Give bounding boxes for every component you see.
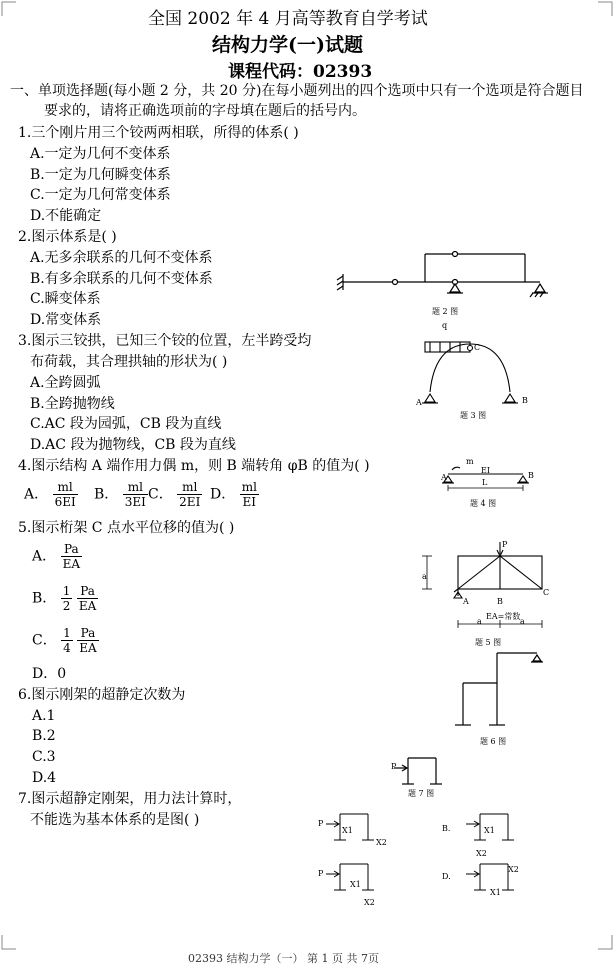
q7-option-d-diagram <box>458 858 533 906</box>
figure-7-diagram <box>388 752 448 788</box>
exam-title-line: 全国 2002 年 4 月高等教育自学考试 <box>148 9 428 29</box>
figure-4-length-label: L <box>482 478 488 487</box>
q5-option-d: D．0 <box>32 666 67 682</box>
q1-option-b: B.一定为几何瞬变体系 <box>30 167 171 183</box>
q5-option-c <box>32 626 99 655</box>
corner-mark-top-right <box>598 2 612 16</box>
q4-option-b <box>94 480 148 509</box>
numerator: 1 <box>63 626 71 640</box>
corner-mark-bottom-right <box>598 935 612 949</box>
q4-stem: 4.图示结构 A 端作用力偶 m，则 B 端转角 φB 的值为( ) <box>18 458 370 474</box>
q5-option-b-coefficient <box>61 584 73 613</box>
q7-option-c-load: P <box>318 869 324 878</box>
figure-5-caption: 题 5 图 <box>475 638 502 647</box>
figure-4-ei-label: EI <box>481 466 490 475</box>
paper-title: 结构力学(一)试题 <box>212 34 363 56</box>
q1-option-a: A.一定为几何不变体系 <box>30 146 171 162</box>
numerator: Pa <box>61 542 82 557</box>
q4-option-a-letter: A． <box>24 486 49 503</box>
figure-5-node-a-label: A <box>463 597 469 606</box>
figure-7-caption: 题 7 图 <box>408 789 435 798</box>
q7-option-b-x2: X2 <box>476 849 487 858</box>
figure-5-node-b-label: B <box>497 597 503 606</box>
figure-3-support-b-label: B <box>522 396 528 405</box>
denominator: EI <box>242 495 257 509</box>
numerator: ml <box>177 480 202 495</box>
q7-stem: 7.图示超静定刚架，用力法计算时， <box>18 791 242 807</box>
q2-option-a: A.无多余联系的几何不变体系 <box>30 250 213 266</box>
q3-option-d: D.AC 段为抛物线，CB 段为直线 <box>30 437 236 453</box>
q6-option-b: B.2 <box>32 728 56 744</box>
q5-option-a <box>32 542 82 571</box>
figure-4-moment-label: m <box>466 457 474 466</box>
figure-3-hinge-c-label: C <box>474 343 481 352</box>
q7-option-a-x1: X1 <box>342 826 353 835</box>
q7-option-c-x2: X2 <box>364 898 375 907</box>
figure-4-end-b-label: B <box>528 471 534 480</box>
q7-option-b-x1: X1 <box>484 826 495 835</box>
q6-option-a: A.1 <box>32 708 56 724</box>
q7-option-d-x2: X2 <box>508 865 519 874</box>
figure-5-stiffness-label: EA=常数 <box>486 612 521 621</box>
q6-stem: 6.图示刚架的超静定次数为 <box>18 687 186 703</box>
denominator: 2 <box>62 599 71 613</box>
q5-option-b <box>32 584 98 613</box>
numerator: ml <box>53 480 78 495</box>
figure-5-node-c-label: C <box>543 588 550 597</box>
q1-option-c: C.一定为几何常变体系 <box>30 187 171 203</box>
q4-option-b-letter: B． <box>94 486 119 503</box>
q2-option-b: B.有多余联系的几何不变体系 <box>30 271 213 287</box>
figure-5-span-left-label: a <box>477 617 482 626</box>
denominator: EA <box>78 599 97 613</box>
section-heading: 一、单项选择题(每小题 2 分，共 20 分)在每小题列出的四个选项中只有一个选项是符合题目 <box>10 83 584 99</box>
q7-option-a-load: P <box>318 819 324 828</box>
q5-option-c-letter: C． <box>32 632 57 649</box>
q3-option-c: C.AC 段为园弧，CB 段为直线 <box>30 416 222 432</box>
numerator: ml <box>123 480 148 495</box>
q7-option-b-letter: B. <box>442 824 451 833</box>
denominator: 2EI <box>179 495 201 509</box>
figure-5-load-label: P <box>502 540 508 549</box>
q6-option-d: D.4 <box>32 770 57 786</box>
q7-option-d-letter: D. <box>442 872 451 881</box>
figure-7-load-label: P <box>391 762 397 771</box>
denominator: EA <box>62 557 81 571</box>
q3-stem-cont: 布荷载，其合理拱轴的形状为( ) <box>30 354 228 370</box>
denominator: EA <box>79 641 97 655</box>
figure-3-diagram <box>405 322 535 407</box>
figure-5-height-label: a <box>422 572 427 581</box>
figure-5-span-right-label: a <box>520 617 525 626</box>
q5-option-a-letter: A． <box>32 548 57 565</box>
q7-option-b-diagram <box>458 808 533 853</box>
q4-option-d <box>210 480 259 509</box>
figure-2-diagram <box>335 246 550 306</box>
numerator: Pa <box>77 626 98 641</box>
q4-option-b-fraction <box>123 480 148 509</box>
denominator: 4 <box>63 641 71 655</box>
q7-option-d-x1: X1 <box>490 888 501 897</box>
q5-option-b-fraction <box>77 584 98 613</box>
corner-mark-bottom-left <box>2 935 16 949</box>
denominator: 6EI <box>54 495 76 509</box>
page-footer: 02393 结构力学（一） 第 1 页 共 7页 <box>188 952 379 965</box>
q4-option-d-letter: D． <box>210 486 236 503</box>
q2-option-c: C.瞬变体系 <box>30 291 101 307</box>
q5-option-b-letter: B． <box>32 590 57 607</box>
figure-4-caption: 题 4 图 <box>470 499 497 508</box>
q3-option-b: B.全跨抛物线 <box>30 396 115 412</box>
q5-option-c-coefficient <box>61 626 73 655</box>
figure-5-diagram <box>418 540 558 645</box>
q4-option-d-fraction <box>240 480 259 509</box>
denominator: 3EI <box>124 495 146 509</box>
q4-option-c <box>148 480 202 509</box>
figure-4-end-a-label: A <box>441 473 447 482</box>
q1-option-d: D.不能确定 <box>30 208 102 224</box>
figure-4-diagram <box>438 458 538 498</box>
numerator: Pa <box>77 584 98 599</box>
figure-6-caption: 题 6 图 <box>480 737 507 746</box>
q5-stem: 5.图示桁架 C 点水平位移的值为( ) <box>18 520 235 536</box>
course-code: 课程代码：02393 <box>228 62 373 82</box>
numerator: ml <box>241 480 257 494</box>
figure-3-caption: 题 3 图 <box>460 411 487 420</box>
figure-3-load-label: q <box>442 321 448 330</box>
q4-option-c-fraction <box>177 480 202 509</box>
q1-stem: 1.三个刚片用三个铰两两相联，所得的体系( ) <box>18 125 299 141</box>
corner-mark-top-left <box>2 2 16 16</box>
q4-option-c-letter: C． <box>148 486 173 503</box>
q7-stem-cont: 不能选为基本体系的是图( ) <box>30 812 200 828</box>
q3-stem: 3.图示三铰拱，已知三个铰的位置，左半跨受均 <box>18 333 312 349</box>
q2-option-d: D.常变体系 <box>30 312 102 328</box>
q3-option-a: A.全跨圆弧 <box>30 375 101 391</box>
figure-6-diagram <box>455 645 550 735</box>
q4-option-a <box>24 480 78 509</box>
q5-option-a-fraction <box>61 542 82 571</box>
q4-option-a-fraction <box>53 480 78 509</box>
q7-option-c-x1: X1 <box>350 880 361 889</box>
figure-3-support-a-label: A <box>416 398 422 407</box>
q5-option-c-fraction <box>77 626 98 655</box>
figure-2-caption: 题 2 图 <box>432 307 459 316</box>
section-heading-cont: 要求的，请将正确选项前的字母填在题后的括号内。 <box>44 103 366 119</box>
numerator: 1 <box>62 584 71 598</box>
q6-option-c: C.3 <box>32 749 56 765</box>
q7-option-a-x2: X2 <box>376 838 387 847</box>
q2-stem: 2.图示体系是( ) <box>18 229 117 245</box>
